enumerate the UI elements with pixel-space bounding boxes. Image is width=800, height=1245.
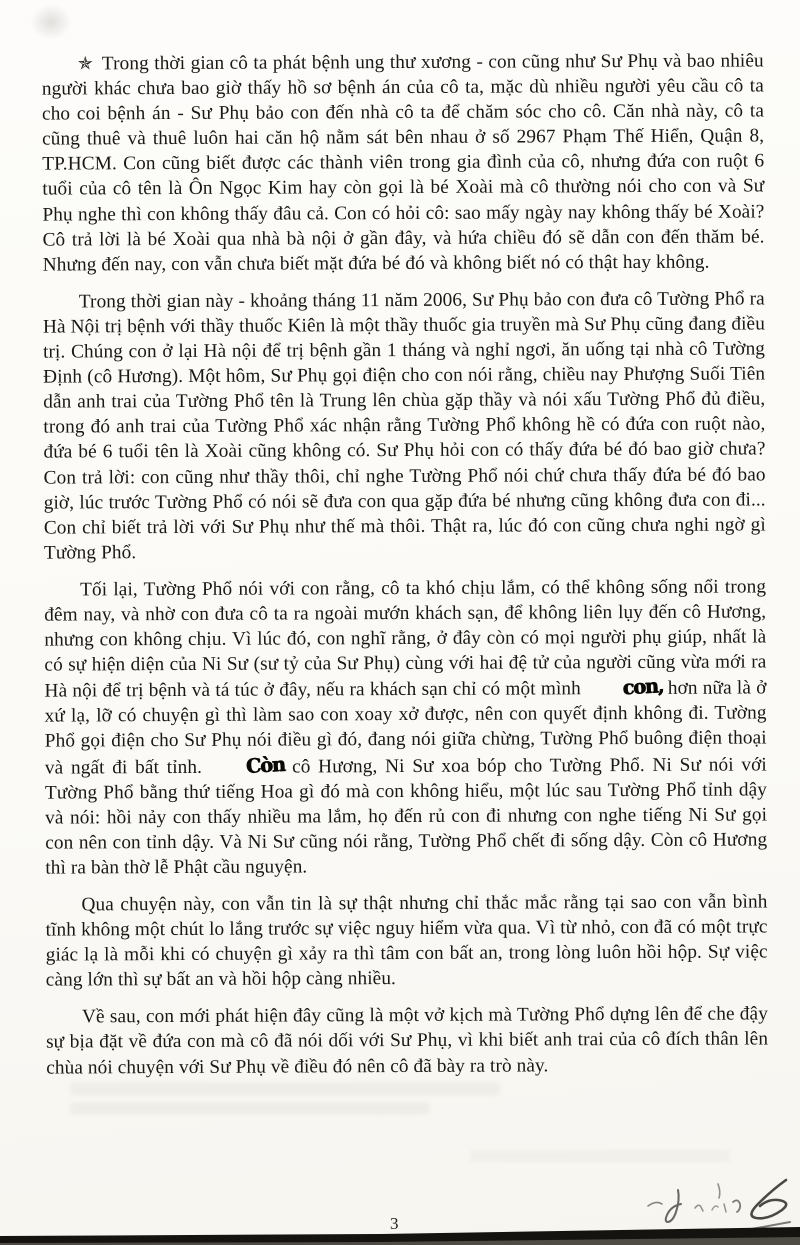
scan-edge-band [0, 1223, 800, 1245]
paragraph-text: hơn nữa là ở xứ lạ, lỡ có chuyện gì thì làm sao con xoay xở được, nên con quyết định không đi. Tường Phổ gọi điện cho Sư Phụ nói điều gì đó, đang nói giữa chừng, Tường Phổ buông điện thoại và ngất đi bất tỉnh. [44, 677, 767, 779]
scan-smudge [30, 4, 72, 40]
paragraph [43, 286, 766, 565]
paragraph [46, 1002, 768, 1080]
paragraph-text: Qua chuyện này, con vẫn tin là sự thật nhưng chỉ thắc mắc rằng tại sao con vẫn bình tĩnh không một chút lo lắng trước sự việc nguy hiểm vừa qua. Vì từ nhỏ, con đã có một trực giác lạ là mỗi khi có chuyện gì xảy ra thì tâm con bất an, trong lòng luôn hồi hộp. Sự việc càng lớn thì sự bất an và hồi hộp càng nhiều. [45, 891, 768, 991]
handwritten-ink-word: Còn [245, 751, 285, 778]
text-block [42, 48, 769, 1092]
page-showthrough-artifact [470, 1150, 730, 1162]
handwritten-ink-word: con, [621, 673, 664, 700]
star-bullet-icon: ✯ [77, 53, 102, 74]
page-number: 3 [390, 1214, 399, 1233]
paragraph-text: Trong thời gian cô ta phát bệnh ung thư xương - con cũng như Sư Phụ và bao nhiêu người khác chưa bao giờ thấy hồ sơ bệnh án của cô ta, mặc dù nhiều người yêu cầu cô ta cho coi bệnh án - Sư Phụ bảo con đến nhà cô ta để chăm sóc cho cô. Căn nhà này, cô ta cũng thuê và thuê luôn hai căn hộ nằm sát bên nhau ở số 2967 Phạm Thế Hiển, Quận 8, TP.HCM. Con cũng biết được các thành viên trong gia đình của cô, nhưng đứa con ruột 6 tuổi của cô tên là Ôn Ngọc Kim hay còn gọi là bé Xoài mà cô thường nói cho con và Sư Phụ nghe thì con không thấy đâu cả. Con có hỏi cô: sao mấy ngày nay không thấy bé Xoài? Cô trả lời là bé Xoài qua nhà bà nội ở gần đây, và hứa chiều đó sẽ dẫn con đến thăm bé. Nhưng đến nay, con vẫn chưa biết mặt đứa bé đó và không biết nó có thật hay không. [41, 50, 765, 276]
paragraph [42, 48, 765, 277]
paragraph [45, 889, 767, 993]
paragraph [44, 574, 767, 880]
paragraph-text: Tối lại, Tường Phổ nói với con rằng, cô ta khó chịu lắm, có thể không sống nổi trong đêm nay, và nhờ con đưa cô ta ra ngoài mướn khách sạn, để không liên lụy đến cô Hương, nhưng con không chịu. Vì lúc đó, con nghĩ rằng, ở đây còn có mọi người phụ giúp, nhất là có sự hiện diện của Ni Sư (sư tỷ của Sư Phụ) cùng với hai đệ tử của người cũng vừa mới ra Hà nội để trị bệnh và tá túc ở đây, nếu ra khách sạn chỉ có một mình [44, 576, 767, 702]
paragraph-text: Trong thời gian này - khoảng tháng 11 năm 2006, Sư Phụ bảo con đưa cô Tường Phổ ra Hà Nội trị bệnh với thầy thuốc Kiên là một thầy thuốc gia truyền mà Sư Phụ cũng đang điều trị. Chúng con ở lại Hà nội để trị bệnh gần 1 tháng và nghỉ ngơi, ăn uống tại nhà cô Tường Định (cô Hương). Một hôm, Sư Phụ gọi điện cho con nói rằng, chiều nay Phượng Suối Tiên dẫn anh trai của Tường Phổ tên là Trung lên chùa gặp thầy và nói xấu Tường Phổ đủ điều, trong đó anh trai của Tường Phổ xác nhận rằng Tường Phổ không hề có đứa con ruột nào, đứa bé 6 tuổi tên là Xoài cũng không có. Sư Phụ hỏi con có thấy đứa bé đó bao giờ chưa? Con trả lời: con cũng như thầy thôi, chỉ nghe Tường Phổ nói chứ chưa thấy đứa bé đó bao giờ, lúc trước Tường Phổ có nói sẽ đưa con qua gặp đứa bé nhưng cũng không đưa con đi... Con chỉ biết trả lời với Sư Phụ như thế mà thôi. Thật ra, lúc đó con cũng chưa nghi ngờ gì Tường Phổ. [42, 288, 766, 564]
paragraph-text: cô Hương, Ni Sư xoa bóp cho Tường Phổ. Ni Sư nói với Tường Phổ bằng thứ tiếng Hoa gì đó mà con không hiểu, một lúc sau Tường Phổ tỉnh dậy và nói: hồi nảy con thấy nhiều ma lắm, họ đến rủ con đi nhưng con nghe tiếng Ni Sư gọi con nên con tỉnh dậy. Và Ni Sư cũng nói rằng, Tường Phổ chết đi sống dậy. Còn cô Hương thì ra bàn thờ lễ Phật cầu nguyện. [44, 753, 768, 879]
page-showthrough-artifact [70, 1102, 430, 1115]
paragraph-text: Về sau, con mới phát hiện đây cũng là một vở kịch mà Tường Phổ dựng lên để che đậy sự bịa đặt về đứa con mà cô đã nói dối với Sư Phụ, vì khi biết anh trai của cô đích thân lên chùa nói chuyện với Sư Phụ về điều đó nên cô đã bày ra trò này. [46, 1003, 769, 1079]
